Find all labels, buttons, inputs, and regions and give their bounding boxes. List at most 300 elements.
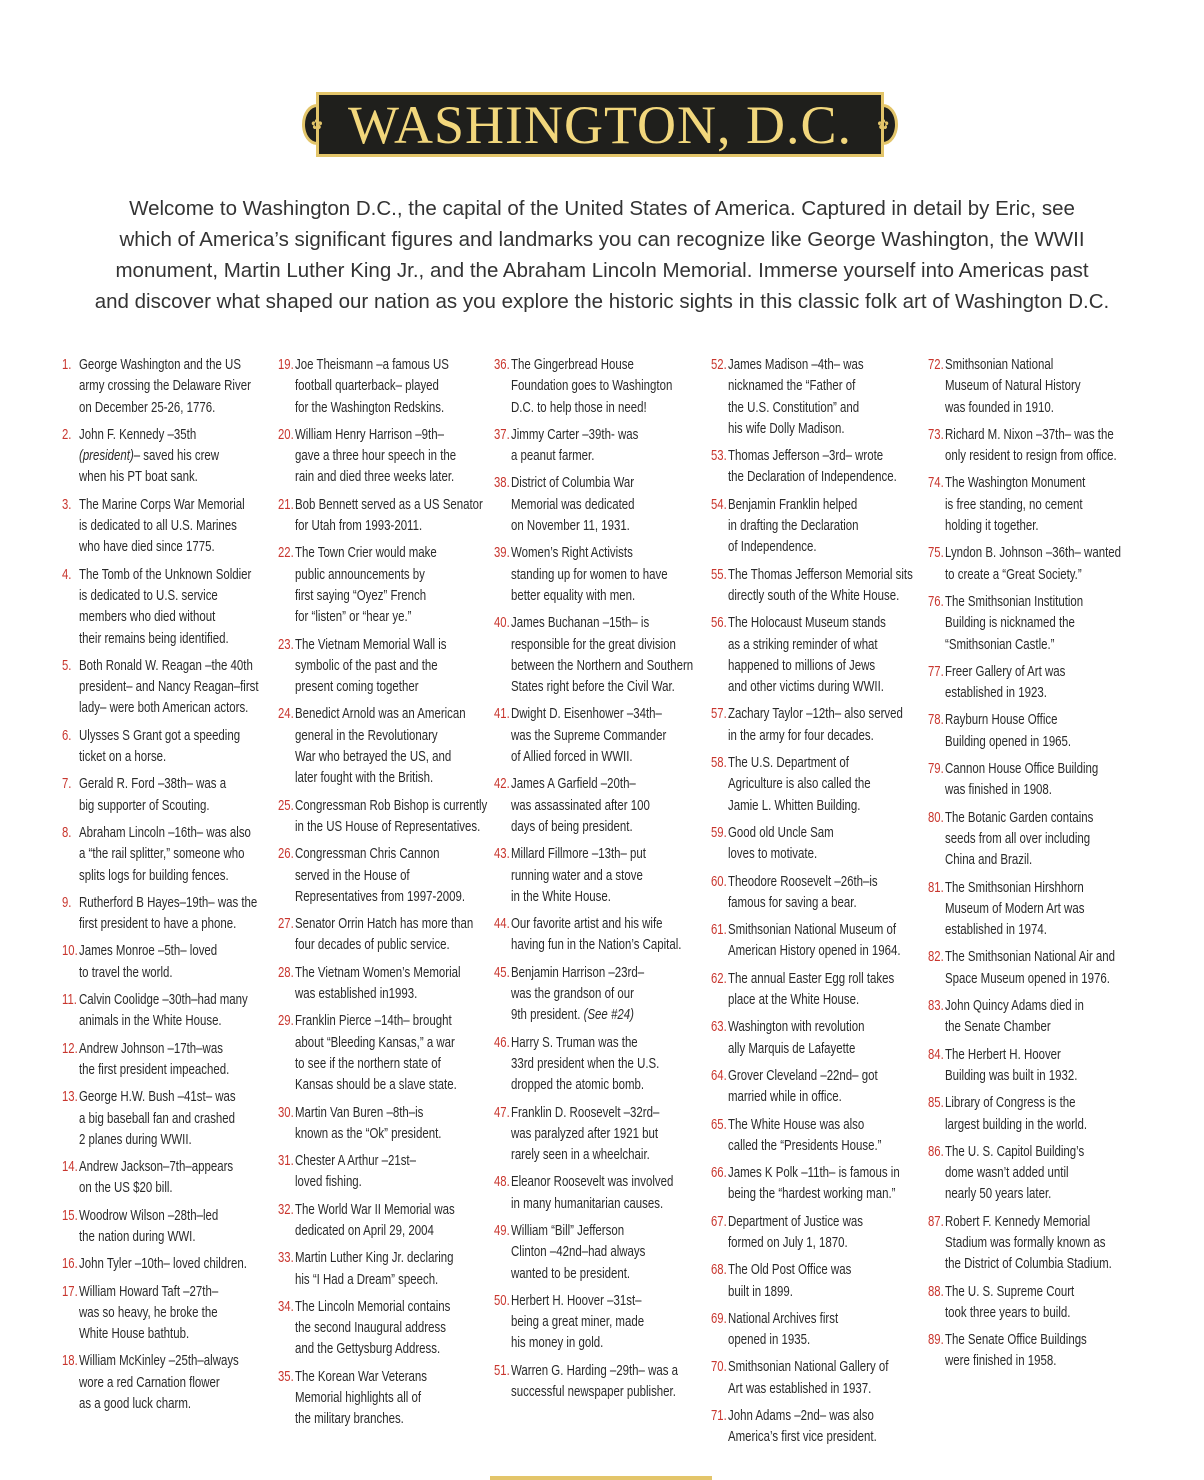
fact-list-item xyxy=(494,1172,706,1215)
fact-line: Herbert H. Hoover –31st– xyxy=(511,1292,642,1309)
fact-text xyxy=(79,425,274,489)
fact-line: of Independence. xyxy=(728,539,817,556)
fact-line: Both Ronald W. Reagan –the 40th xyxy=(79,657,253,674)
fact-line: public announcements by xyxy=(295,566,425,583)
fact-text xyxy=(79,1254,274,1275)
fact-text xyxy=(728,1406,923,1449)
fact-line: The Thomas Jefferson Memorial sits xyxy=(728,566,913,583)
fact-number: 88. xyxy=(928,1283,944,1300)
fact-line: Harry S. Truman was the xyxy=(511,1034,638,1051)
fact-line: The Lincoln Memorial contains xyxy=(295,1298,451,1315)
fact-text xyxy=(945,947,1140,990)
fact-list-item xyxy=(928,473,1140,537)
fact-line: Rutherford B Hayes–19th– was the xyxy=(79,894,258,911)
fact-line: the Senate Chamber xyxy=(945,1019,1051,1036)
fact-number: 24. xyxy=(278,706,294,723)
fact-list-item xyxy=(711,446,923,489)
fact-text xyxy=(79,990,274,1033)
fact-line: Thomas Jefferson –3rd– wrote xyxy=(728,448,884,465)
fact-line: about “Bleeding Kansas,” a war xyxy=(295,1034,455,1051)
fact-line: as a striking reminder of what xyxy=(728,636,878,653)
fact-text xyxy=(295,1103,490,1146)
fact-list-item xyxy=(278,914,490,957)
fact-text xyxy=(295,914,490,957)
fact-line: Abraham Lincoln –16th– was also xyxy=(79,824,251,841)
fact-line: Woodrow Wilson –28th–led xyxy=(79,1207,219,1224)
fact-list-item xyxy=(711,1017,923,1060)
fact-number: 27. xyxy=(278,916,294,933)
fact-line: Calvin Coolidge –30th–had many xyxy=(79,992,248,1009)
fact-text xyxy=(728,1260,923,1303)
fact-list-item xyxy=(278,1151,490,1194)
fact-line: formed on July 1, 1870. xyxy=(728,1234,848,1251)
fact-line: Memorial was dedicated xyxy=(511,496,635,513)
fact-line: on the US $20 bill. xyxy=(79,1180,173,1197)
fact-text xyxy=(945,1142,1140,1206)
fact-text xyxy=(511,1221,706,1285)
fact-number: 44. xyxy=(494,916,510,933)
fact-list-item xyxy=(62,355,274,419)
fact-number: 89. xyxy=(928,1332,944,1349)
fact-line: successful newspaper publisher. xyxy=(511,1384,676,1401)
fact-line: Clinton –42nd–had always xyxy=(511,1244,646,1261)
facts-column-2 xyxy=(278,355,490,1437)
fact-line: The annual Easter Egg roll takes xyxy=(728,970,895,987)
facts-column-4 xyxy=(711,355,923,1455)
fact-line: four decades of public service. xyxy=(295,937,450,954)
fact-text xyxy=(79,656,274,720)
fact-number: 38. xyxy=(494,475,510,492)
fact-line: on December 25-26, 1776. xyxy=(79,399,216,416)
fact-number: 19. xyxy=(278,357,294,373)
fact-line: James Monroe –5th– loved xyxy=(79,943,218,960)
fact-line: Benedict Arnold was an American xyxy=(295,706,466,723)
fact-text xyxy=(728,872,923,915)
fact-line xyxy=(511,1005,665,1026)
fact-line: football quarterback– played xyxy=(295,378,439,395)
fact-line: National Archives first xyxy=(728,1310,839,1327)
fact-list-item xyxy=(62,1282,274,1346)
fact-text xyxy=(79,726,274,769)
fact-line: his money in gold. xyxy=(511,1335,604,1352)
fact-list-item xyxy=(278,963,490,1006)
fact-list-item xyxy=(711,823,923,866)
fact-line: Andrew Johnson –17th–was xyxy=(79,1040,223,1057)
fact-line: Lyndon B. Johnson –36th– wanted xyxy=(945,545,1121,562)
fact-list-item xyxy=(62,1157,274,1200)
fact-text xyxy=(945,1330,1140,1373)
fact-line: Building was built in 1932. xyxy=(945,1067,1078,1084)
fact-line: was finished in 1908. xyxy=(945,782,1052,799)
fact-text xyxy=(511,543,706,607)
fact-number: 26. xyxy=(278,846,294,863)
fact-line: the first president impeached. xyxy=(79,1061,230,1078)
fact-text xyxy=(79,565,274,650)
fact-list-item xyxy=(494,543,706,607)
fact-number: 12. xyxy=(62,1040,78,1057)
fact-number: 3. xyxy=(62,496,72,513)
fact-line: lady– were both American actors. xyxy=(79,700,249,717)
fact-list-item xyxy=(494,963,706,1027)
fact-number: 84. xyxy=(928,1046,944,1063)
fact-line: was so heavy, he broke the xyxy=(79,1304,218,1321)
fact-line: Theodore Roosevelt –26th–is xyxy=(728,873,878,890)
fact-number: 1. xyxy=(62,357,72,373)
fact-number: 69. xyxy=(711,1310,727,1327)
fact-number: 42. xyxy=(494,776,510,793)
fact-text xyxy=(295,1151,490,1194)
fact-text xyxy=(79,495,274,559)
fact-text xyxy=(295,1297,490,1361)
fact-text xyxy=(728,1066,923,1109)
fact-line: ally Marquis de Lafayette xyxy=(728,1040,856,1057)
fact-text xyxy=(945,1045,1140,1088)
fact-line: between the Northern and Southern xyxy=(511,657,694,674)
fact-number: 6. xyxy=(62,727,72,744)
page-title: WASHINGTON, D.C. xyxy=(347,95,852,155)
fact-line: the nation during WWI. xyxy=(79,1228,196,1245)
fact-line: established in 1974. xyxy=(945,922,1047,939)
fact-list-item xyxy=(928,543,1140,586)
ornament-icon: ✿ xyxy=(877,116,889,132)
fact-text xyxy=(79,823,274,887)
fact-number: 45. xyxy=(494,964,510,981)
fact-list-item xyxy=(62,823,274,887)
fact-number: 41. xyxy=(494,706,510,723)
title-banner xyxy=(302,92,898,157)
fact-text xyxy=(728,495,923,559)
fact-line: splits logs for building fences. xyxy=(79,867,229,884)
fact-line: Jamie L. Whitten Building. xyxy=(728,797,861,814)
fact-text xyxy=(728,1357,923,1400)
fact-line: was the grandson of our xyxy=(511,986,634,1003)
fact-line: Stadium was formally known as xyxy=(945,1234,1106,1251)
fact-line: in the White House. xyxy=(511,888,611,905)
fact-line: Good old Uncle Sam xyxy=(728,824,834,841)
fact-line: Martin Van Buren –8th–is xyxy=(295,1104,424,1121)
fact-line: Art was established in 1937. xyxy=(728,1380,872,1397)
fact-text xyxy=(728,753,923,817)
fact-number: 62. xyxy=(711,970,727,987)
fact-line: Smithsonian National xyxy=(945,357,1054,373)
fact-line: for Utah from 1993-2011. xyxy=(295,518,423,535)
fact-line: Washington with revolution xyxy=(728,1019,865,1036)
fact-list-item xyxy=(711,920,923,963)
fact-list-item xyxy=(278,1200,490,1243)
fact-line: Cannon House Office Building xyxy=(945,761,1099,778)
fact-line: established in 1923. xyxy=(945,685,1047,702)
fact-line: Andrew Jackson–7th–appears xyxy=(79,1159,234,1176)
fact-line: Building is nicknamed the xyxy=(945,615,1075,632)
fact-line: were finished in 1958. xyxy=(945,1353,1057,1370)
fact-number: 33. xyxy=(278,1250,294,1267)
fact-list-item xyxy=(278,355,490,419)
fact-line: John Tyler –10th– loved children. xyxy=(79,1256,247,1273)
fact-line: first saying “Oyez” French xyxy=(295,587,427,604)
fact-text xyxy=(511,963,706,1027)
fact-line: James Buchanan –15th– is xyxy=(511,615,650,632)
fact-line: loves to motivate. xyxy=(728,846,818,863)
fact-number: 66. xyxy=(711,1165,727,1182)
fact-line: James Madison –4th– was xyxy=(728,357,864,373)
fact-number: 81. xyxy=(928,879,944,896)
fact-text xyxy=(511,1172,706,1215)
fact-line: was established in1993. xyxy=(295,986,418,1003)
fact-line: gave a three hour speech in the xyxy=(295,448,457,465)
fact-text xyxy=(295,1367,490,1431)
fact-line: directly south of the White House. xyxy=(728,587,900,604)
fact-line: is dedicated to U.S. service xyxy=(79,587,218,604)
fact-list-item xyxy=(928,759,1140,802)
fact-line: Smithsonian National Gallery of xyxy=(728,1359,889,1376)
fact-list-item xyxy=(711,613,923,698)
fact-line: is dedicated to all U.S. Marines xyxy=(79,518,237,535)
fact-text xyxy=(511,473,706,537)
fact-list-item xyxy=(62,990,274,1033)
fact-text xyxy=(728,355,923,440)
fact-text-part: – saved his crew xyxy=(133,448,220,465)
fact-line: Franklin D. Roosevelt –32rd– xyxy=(511,1104,660,1121)
fact-line: Foundation goes to Washington xyxy=(511,378,673,395)
fact-line: symbolic of the past and the xyxy=(295,657,438,674)
fact-line: in drafting the Declaration xyxy=(728,518,859,535)
fact-line: in the US House of Representatives. xyxy=(295,818,481,835)
fact-number: 22. xyxy=(278,545,294,562)
fact-list-item xyxy=(711,1115,923,1158)
fact-line: the military branches. xyxy=(295,1411,404,1428)
fact-line: William McKinley –25th–always xyxy=(79,1353,239,1370)
fact-list-item xyxy=(711,355,923,440)
fact-text xyxy=(511,774,706,838)
fact-line: seeds from all over including xyxy=(945,830,1091,847)
fact-line: of Allied forced in WWII. xyxy=(511,749,633,766)
fact-list-item xyxy=(494,473,706,537)
fact-number: 36. xyxy=(494,357,510,373)
fact-list-item xyxy=(62,1206,274,1249)
fact-number: 2. xyxy=(62,426,72,443)
fact-list-item xyxy=(62,495,274,559)
fact-number: 9. xyxy=(62,894,72,911)
fact-list-item xyxy=(494,1221,706,1285)
fact-number: 20. xyxy=(278,426,294,443)
fact-number: 59. xyxy=(711,824,727,841)
fact-text xyxy=(511,844,706,908)
fact-list-item xyxy=(278,635,490,699)
fact-text xyxy=(295,796,490,839)
fact-line: took three years to build. xyxy=(945,1304,1071,1321)
fact-text xyxy=(295,355,490,419)
fact-line: members who died without xyxy=(79,609,216,626)
fact-text xyxy=(728,704,923,747)
fact-line: was paralyzed after 1921 but xyxy=(511,1125,659,1142)
fact-text xyxy=(728,446,923,489)
fact-line: Millard Fillmore –13th– put xyxy=(511,846,646,863)
fact-line: The Marine Corps War Memorial xyxy=(79,496,245,513)
fact-line: being a great miner, made xyxy=(511,1314,645,1331)
fact-text xyxy=(511,914,706,957)
fact-list-item xyxy=(278,1297,490,1361)
fact-text xyxy=(79,1087,274,1151)
fact-list-item xyxy=(278,844,490,908)
fact-line: was founded in 1910. xyxy=(945,399,1054,416)
fact-number: 14. xyxy=(62,1159,78,1176)
fact-list-item xyxy=(711,1163,923,1206)
fact-line: ticket on a horse. xyxy=(79,749,167,766)
fact-text xyxy=(945,425,1140,468)
facts-column-5 xyxy=(928,355,1140,1379)
fact-list-item xyxy=(494,774,706,838)
fact-list-item xyxy=(278,543,490,628)
fact-number: 57. xyxy=(711,706,727,723)
fact-number: 29. xyxy=(278,1013,294,1030)
fact-list-item xyxy=(494,914,706,957)
fact-line: a big baseball fan and crashed xyxy=(79,1110,236,1127)
fact-line: John Quincy Adams died in xyxy=(945,998,1084,1015)
fact-list-item xyxy=(62,726,274,769)
intro-line: Welcome to Washington D.C., the capital of the United States of America. Captured in detail by Eric, see xyxy=(129,197,1075,220)
fact-text xyxy=(728,1017,923,1060)
fact-line: when his PT boat sank. xyxy=(79,469,198,486)
fact-line: responsible for the great division xyxy=(511,636,676,653)
fact-number: 37. xyxy=(494,426,510,443)
fact-line: happened to millions of Jews xyxy=(728,657,876,674)
fact-number: 51. xyxy=(494,1362,510,1379)
fact-line: Benjamin Harrison –23rd– xyxy=(511,964,645,981)
fact-text xyxy=(728,1212,923,1255)
fact-line: standing up for women to have xyxy=(511,566,668,583)
fact-list-item xyxy=(62,656,274,720)
fact-line: famous for saving a bear. xyxy=(728,894,857,911)
fact-text-part: 9th president. xyxy=(511,1007,584,1024)
fact-text xyxy=(79,1157,274,1200)
fact-list-item xyxy=(494,425,706,468)
fact-text xyxy=(945,473,1140,537)
fact-line: Smithsonian National Museum of xyxy=(728,922,897,939)
fact-line: The U. S. Supreme Court xyxy=(945,1283,1075,1300)
fact-number: 11. xyxy=(62,992,77,1009)
fact-line: rarely seen in a wheelchair. xyxy=(511,1147,650,1164)
fact-number: 70. xyxy=(711,1359,727,1376)
fact-text xyxy=(295,543,490,628)
fact-line: having fun in the Nation’s Capital. xyxy=(511,937,682,954)
fact-list-item xyxy=(494,704,706,768)
fact-line: wore a red Carnation flower xyxy=(79,1374,220,1391)
fact-line: The Smithsonian National Air and xyxy=(945,949,1116,966)
fact-number: 21. xyxy=(278,496,294,513)
fact-number: 43. xyxy=(494,846,510,863)
fact-list-item xyxy=(928,1212,1140,1276)
fact-line: The Holocaust Museum stands xyxy=(728,615,886,632)
fact-line: The World War II Memorial was xyxy=(295,1201,455,1218)
fact-line: William Howard Taft –27th– xyxy=(79,1283,219,1300)
fact-line: and the Gettysburg Address. xyxy=(295,1341,441,1358)
fact-line: in the army for four decades. xyxy=(728,727,874,744)
fact-line: only resident to resign from office. xyxy=(945,448,1117,465)
fact-list-item xyxy=(62,893,274,936)
fact-text xyxy=(295,425,490,489)
fact-number: 4. xyxy=(62,566,72,583)
fact-line: later fought with the British. xyxy=(295,770,434,787)
fact-text xyxy=(79,941,274,984)
fact-number: 71. xyxy=(711,1408,727,1425)
fact-text xyxy=(945,878,1140,942)
fact-line: Rayburn House Office xyxy=(945,712,1058,729)
fact-line: wanted to be president. xyxy=(511,1265,631,1282)
fact-line: a “the rail splitter,” someone who xyxy=(79,846,245,863)
fact-text xyxy=(511,613,706,698)
fact-line: Agriculture is also called the xyxy=(728,776,871,793)
fact-line: Congressman Chris Cannon xyxy=(295,846,440,863)
fact-text xyxy=(728,1163,923,1206)
fact-line: America’s first vice president. xyxy=(728,1429,877,1446)
fact-line: known as the “Ok” president. xyxy=(295,1125,442,1142)
fact-number: 39. xyxy=(494,545,510,562)
fact-text xyxy=(295,1200,490,1243)
fact-line: rain and died three weeks later. xyxy=(295,469,455,486)
fact-number: 58. xyxy=(711,755,727,772)
fact-line: his “I Had a Dream” speech. xyxy=(295,1271,439,1288)
fact-line: Space Museum opened in 1976. xyxy=(945,970,1110,987)
fact-line: Museum of Modern Art was xyxy=(945,900,1085,917)
fact-list-item xyxy=(62,1087,274,1151)
fact-line: Zachary Taylor –12th– also served xyxy=(728,706,903,723)
fact-list-item xyxy=(928,1142,1140,1206)
fact-line: The Tomb of the Unknown Soldier xyxy=(79,566,252,583)
fact-text xyxy=(79,893,274,936)
fact-text xyxy=(511,425,706,468)
fact-text xyxy=(79,1206,274,1249)
fact-line: Department of Justice was xyxy=(728,1213,863,1230)
fact-line: present coming together xyxy=(295,679,419,696)
intro-line: which of America’s significant figures and landmarks you can recognize like George Washington, the WWII xyxy=(119,228,1085,251)
fact-line: The Smithsonian Hirshhorn xyxy=(945,879,1084,896)
fact-line: built in 1899. xyxy=(728,1283,793,1300)
fact-number: 60. xyxy=(711,873,727,890)
fact-line: The Vietnam Women’s Memorial xyxy=(295,964,461,981)
fact-list-item xyxy=(711,872,923,915)
fact-number: 77. xyxy=(928,663,944,680)
fact-line: War who betrayed the US, and xyxy=(295,749,452,766)
fact-line: The Smithsonian Institution xyxy=(945,593,1084,610)
fact-text xyxy=(511,1033,706,1097)
fact-text xyxy=(728,613,923,698)
fact-line: James A Garfield –20th– xyxy=(511,776,636,793)
fact-number: 17. xyxy=(62,1283,78,1300)
fact-number: 7. xyxy=(62,776,72,793)
fact-line: is free standing, no cement xyxy=(945,496,1083,513)
fact-line: served in the House of xyxy=(295,867,410,884)
fact-line: being the “hardest working man.” xyxy=(728,1186,896,1203)
fact-number: 53. xyxy=(711,448,727,465)
fact-line: the Declaration of Independence. xyxy=(728,469,897,486)
fact-line: Jimmy Carter –39th- was xyxy=(511,426,639,443)
fact-list-item xyxy=(928,808,1140,872)
fact-number: 40. xyxy=(494,615,510,632)
fact-line: Freer Gallery of Art was xyxy=(945,663,1066,680)
fact-list-item xyxy=(278,796,490,839)
fact-number: 13. xyxy=(62,1089,78,1106)
fact-line: Representatives from 1997-2009. xyxy=(295,888,466,905)
fact-line: to travel the world. xyxy=(79,964,173,981)
fact-line: called the “Presidents House.” xyxy=(728,1137,882,1154)
fact-list-item xyxy=(711,969,923,1012)
fact-line: general in the Revolutionary xyxy=(295,727,438,744)
fact-line: The Senate Office Buildings xyxy=(945,1332,1087,1349)
fact-line: as a good luck charm. xyxy=(79,1396,192,1413)
fact-list-item xyxy=(928,355,1140,419)
fact-line: running water and a stove xyxy=(511,867,643,884)
fact-number: 56. xyxy=(711,615,727,632)
